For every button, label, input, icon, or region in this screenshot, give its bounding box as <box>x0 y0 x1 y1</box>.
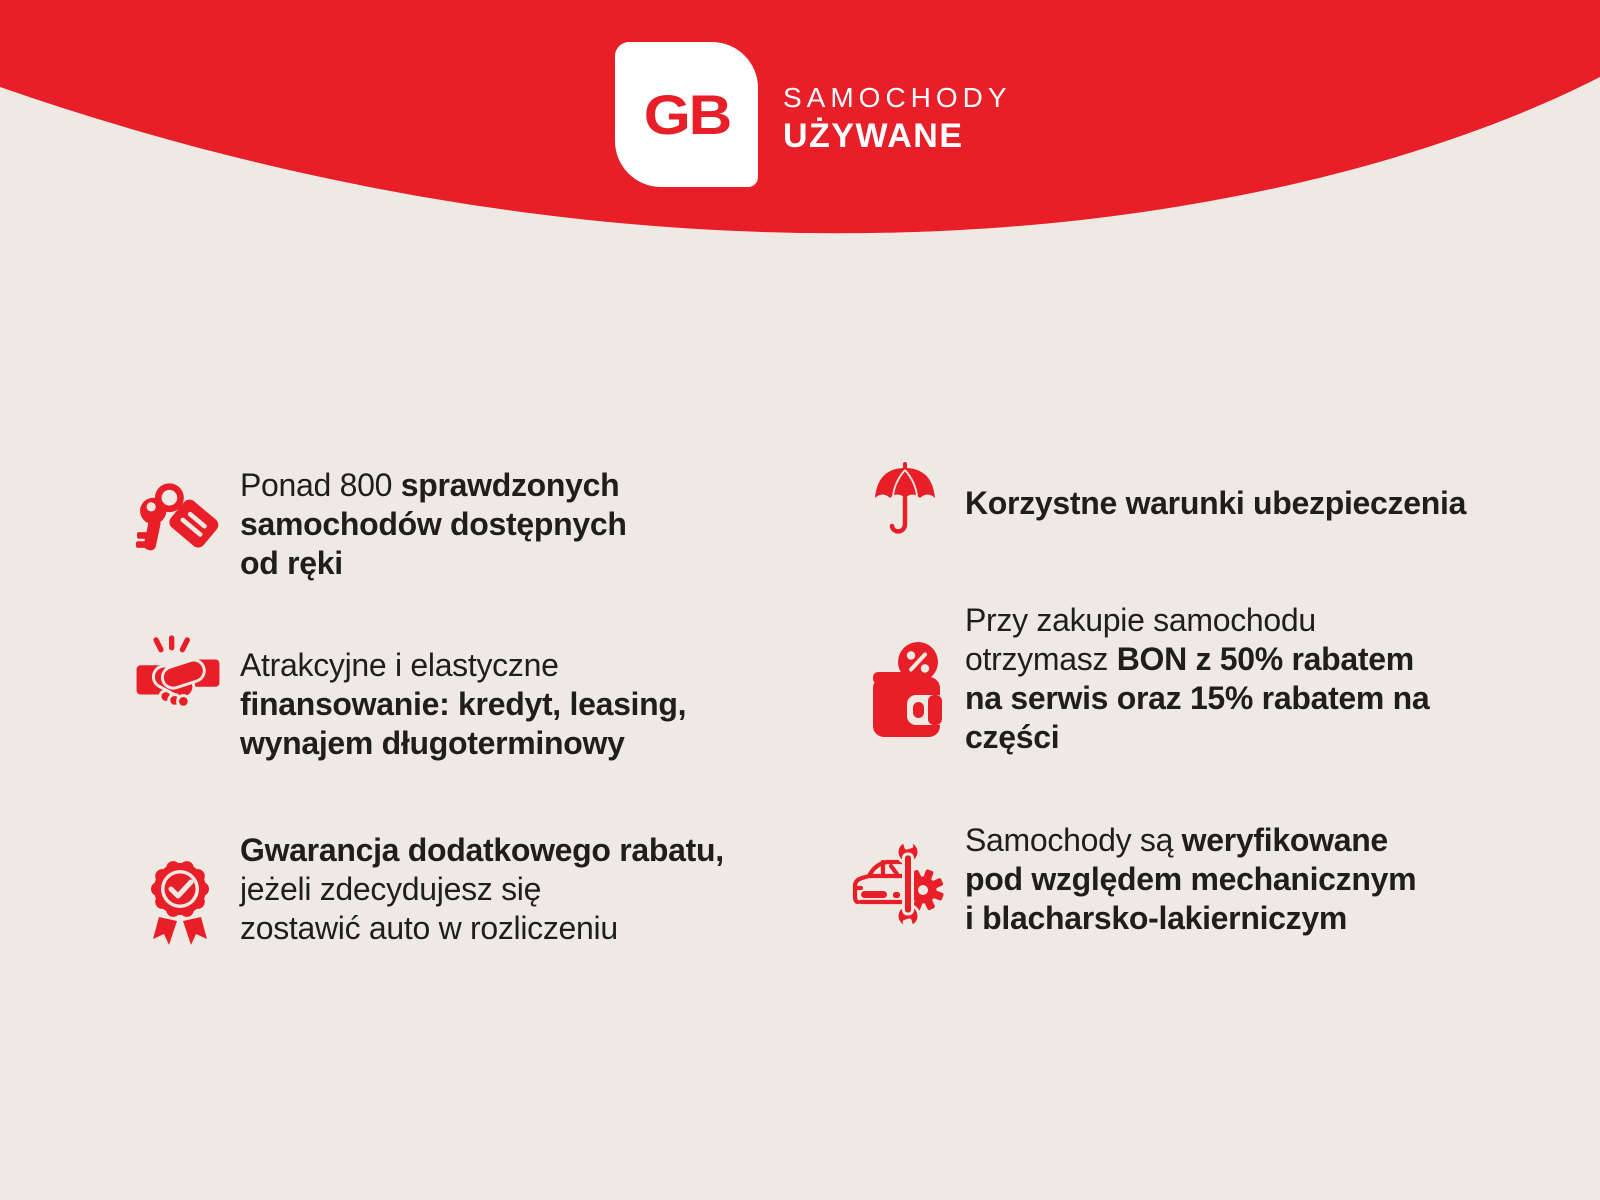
feature-text-line <box>965 821 1416 860</box>
text-run-bold: finansowanie: kredyt, leasing, <box>240 686 687 722</box>
feature-text-line <box>965 860 1416 899</box>
text-run-regular: otrzymasz <box>965 641 1117 677</box>
text-run-regular: Ponad 800 <box>240 467 401 503</box>
text-run-bold: Korzystne warunki ubezpieczenia <box>965 485 1467 521</box>
feature-service-voucher-text <box>965 601 1429 757</box>
text-run-bold: od ręki <box>240 545 343 581</box>
award-ribbon-check-icon <box>145 855 215 950</box>
feature-text-line <box>240 646 686 685</box>
text-run-bold: samochodów dostępnych <box>240 506 627 542</box>
feature-text-line <box>240 544 627 583</box>
feature-text-line <box>965 718 1429 757</box>
car-keys-price-tag-icon <box>136 484 222 556</box>
handshake-icon <box>136 638 220 716</box>
text-run-bold: i blacharsko-lakierniczym <box>965 900 1348 936</box>
brand-title-line1: SAMOCHODY <box>783 82 1012 113</box>
header-red-band <box>0 0 1600 340</box>
text-run-regular: Przy zakupie samochodu <box>965 602 1316 638</box>
text-run-bold: pod względem mechanicznym <box>965 861 1417 897</box>
feature-text-line <box>240 831 724 870</box>
feature-text-line <box>965 484 1466 523</box>
feature-text-line <box>240 909 724 948</box>
feature-text-line <box>240 724 686 763</box>
text-run-bold: sprawdzonych <box>400 467 620 503</box>
text-run-bold: wynajem długoterminowy <box>240 725 625 761</box>
brand-title-line2: UŻYWANE <box>783 117 964 155</box>
feature-inventory-text <box>240 466 627 583</box>
feature-text-line <box>240 870 724 909</box>
feature-insurance-text <box>965 484 1466 523</box>
feature-text-line <box>240 685 686 724</box>
feature-text-line <box>965 640 1429 679</box>
umbrella-icon <box>873 462 937 540</box>
text-run-bold: Gwarancja dodatkowego rabatu, <box>240 832 724 868</box>
feature-text-line <box>965 601 1429 640</box>
text-run-regular: Atrakcyjne i elastyczne <box>240 647 559 683</box>
wallet-percent-voucher-icon <box>852 638 942 743</box>
text-run-bold: weryfikowane <box>1181 822 1388 858</box>
feature-financing-text <box>240 646 686 763</box>
feature-text-line <box>965 899 1416 938</box>
text-run-regular: zostawić auto w rozliczeniu <box>240 910 618 946</box>
feature-text-line <box>965 679 1429 718</box>
brand-title <box>783 82 1012 156</box>
car-service-wrench-gear-icon <box>853 838 943 930</box>
text-run-bold: na serwis oraz 15% rabatem na <box>965 680 1430 716</box>
text-run-regular: jeżeli zdecydujesz się <box>240 871 542 907</box>
gb-logo-text: GB <box>643 83 730 146</box>
brand-logo <box>615 42 758 187</box>
text-run-bold: BON z 50% rabatem <box>1116 641 1414 677</box>
text-run-bold: części <box>965 719 1060 755</box>
feature-text-line <box>240 466 627 505</box>
feature-verification-text <box>965 821 1416 938</box>
feature-discount-guarantee-text <box>240 831 724 948</box>
text-run-regular: Samochody są <box>965 822 1182 858</box>
feature-text-line <box>240 505 627 544</box>
